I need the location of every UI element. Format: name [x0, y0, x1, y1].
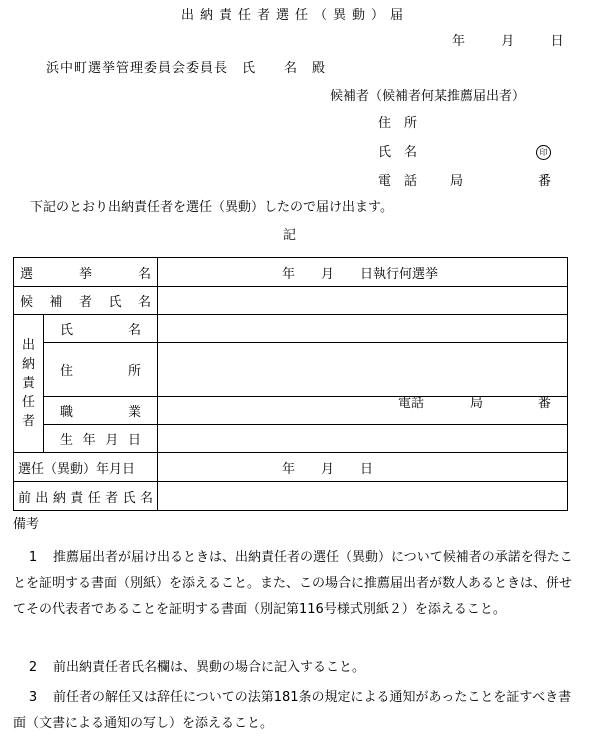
appointed-date-label: 選任（異動）年月日 [14, 453, 158, 482]
notification-table [13, 257, 568, 511]
date-line [452, 34, 564, 50]
note-number: 3 [28, 690, 38, 705]
date-year: 年 [452, 34, 466, 49]
note-item [13, 685, 573, 737]
note-text: 推薦届出者が届け出るときは、出納責任者の選任（異動）について候補者の承諾を得たことを証明する書面（別紙）を添えること。また、この場合に推薦届出者が数人あるときは、併せてその代表者であることを証明する書面（別記第116号様式別紙２）を添えること。 [13, 550, 573, 617]
treasurer-group-label: 出 納 責 任 者 [14, 315, 44, 453]
candidate-name-cell[interactable] [158, 287, 568, 315]
election-value-cell[interactable] [158, 258, 568, 287]
treasurer-occupation-label: 職業 [44, 397, 158, 425]
previous-treasurer-label: 前出納責任者氏名 [14, 482, 158, 511]
date-month: 月 [501, 34, 515, 49]
seal-mark: 印 [536, 145, 551, 160]
note-item [13, 545, 573, 623]
treasurer-address-cell[interactable] [158, 343, 568, 411]
submitter-phone-kyoku: 局 [450, 174, 464, 189]
submitter-address-label: 住 所 [378, 116, 418, 131]
page-title: 出納責任者選任（異動）届 [180, 8, 409, 23]
appointed-date-value: 年 月 日 [282, 461, 374, 477]
treasurer-birthdate-cell[interactable] [158, 425, 568, 453]
note-text: 前任者の解任又は辞任についての法第181条の規定による通知があったことを証すべき書面（文書による通知の写し）を添えること。 [13, 690, 572, 731]
treasurer-birthdate-label: 生年月日 [44, 425, 158, 453]
candidate-name-label: 候補者氏名 [14, 287, 158, 315]
treasurer-phone-ban: 番 [538, 396, 552, 411]
submitter-name-label: 氏 名 [378, 145, 418, 160]
treasurer-occupation-cell[interactable] [158, 397, 568, 425]
treasurer-phone-label: 電話 [398, 396, 425, 411]
election-value: 年 月 日執行何選挙 [282, 266, 439, 282]
intro-text: 下記のとおり出納責任者を選任（異動）したので届け出ます。 [30, 200, 393, 215]
submitter-phone-label: 電 話 [378, 174, 418, 189]
note-item [13, 655, 573, 681]
notes-heading: 備考 [13, 517, 40, 532]
ki-heading: 記 [283, 228, 297, 243]
previous-treasurer-cell[interactable] [158, 482, 568, 511]
treasurer-address-label: 住所 [44, 343, 158, 397]
submitter-phone-ban: 番 [538, 174, 552, 189]
appointed-date-cell[interactable] [158, 453, 568, 482]
treasurer-name-label: 氏名 [44, 315, 158, 343]
candidate-line: 候補者（候補者何某推薦届出者） [330, 89, 526, 104]
election-label: 選挙名 [14, 258, 158, 287]
addressee: 浜中町選挙管理委員会委員長 氏 名 殿 [46, 61, 327, 76]
note-number: 1 [28, 550, 38, 565]
note-text: 前出納責任者氏名欄は、異動の場合に記入すること。 [53, 660, 366, 675]
treasurer-name-cell[interactable] [158, 315, 568, 343]
treasurer-phone-kyoku: 局 [470, 396, 484, 411]
note-number: 2 [28, 660, 38, 675]
date-day: 日 [550, 34, 564, 49]
